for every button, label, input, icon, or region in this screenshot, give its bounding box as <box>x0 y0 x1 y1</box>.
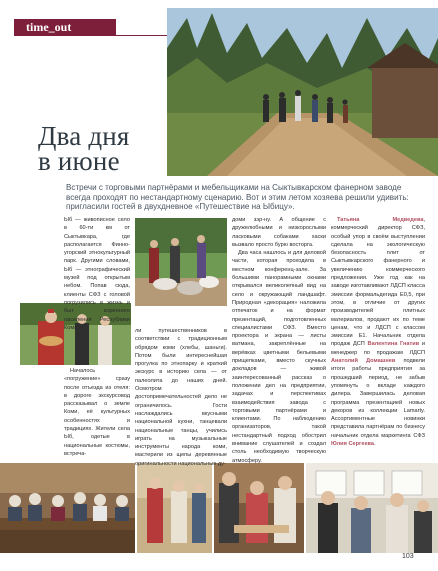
photo-dancers <box>137 463 212 553</box>
photo-boardwalk <box>167 8 438 176</box>
paragraph: Началось «погружение» сразу после отъезда из отеля: в дороге экскурсовод рассказывал о земле Коми, её культурных особенностях и традициях. Жители села Ыб, одетые в национальные костюмы, встреча- <box>64 368 130 457</box>
section-tab: time_out <box>14 19 116 36</box>
photo-crafts <box>214 463 304 553</box>
text-run: , коммерческий директор СФЗ, особый упор в своём выступлении сделала на экологическую безопасность плит от Сыктывкарского фанерного и увеличению коммерческого предложения. Уже год как на заводе изготавливают ЛДСП класса эмиссии формальдегида Е0,5, при этом, в отличие от других производителей плитных материалов, продают их по теме ценам, что и ЛДСП с классом эмиссии Е1. Начальник отдела продаж ДСП <box>331 217 425 348</box>
column-1-bottom <box>64 367 130 458</box>
column-4 <box>331 216 425 448</box>
paragraph: Ыб — живописное село в 60-ти км от Сыктывкара, где располагается Финно-угорский этнокультурный парк. Другими словами, Ыб — этнографический музей под открытым небом. Попав сюда, клиенты СФЗ с головой погрузились в жизнь и быт коренного населения Республики Коми. <box>64 217 130 331</box>
photo-presentation <box>306 463 438 553</box>
text-run: . <box>374 441 376 448</box>
headline-line1: Два дня <box>38 121 130 151</box>
headline-line2: в июне <box>38 146 120 176</box>
paragraph: доми зэр-ну. А общение с дружелюбными и низкорослыми ласковыми собаками хаски вызвало просто бурю восторга. <box>232 217 326 248</box>
headline <box>38 121 178 176</box>
paragraph: ли путешественников в соответствии с традиционным обрядом коми (хлебы, шаньги). Потом были интереснейшая прогулка по этнопарку и краткий экскурс в историю села — от палеолита до наших дней. Осмотром достопримечательностей дело не ограничилось. Гости наслаждались вкусными национальной кухни, танцевали национальные танцы, учились играть на музыкальные инструменты народа коми, мастерили из щепы деревянные оригинальности национальные ду- <box>135 328 227 467</box>
photo-husky-dogs <box>135 218 227 306</box>
paragraph <box>331 216 425 448</box>
column-1-top <box>64 216 130 332</box>
person-name: Анатолий Домашнев <box>331 358 396 365</box>
paragraph: Два часа нашлось и для деловой части, которая проходила в местном конференц-зале. За большими панорамными окнами открывался великолепный вид на село и окружающий ландшафт. Природная «декорация» наложила отпечаток и на формат презентаций, подготовленных специалистами СФЗ. Вместо проектора и экрана — листы ватмана, закреплённые на верёвках цветными бельевыми прищепками, вместо скучных докладов — живой заинтересованный рассказ о положении дел на предприятии, задачах и перспективах взаимодействия завода с торговыми партнёрами и клиентами. По наблюдению организаторов, такой нестандартный подход обострил внимание слушателей и создал столь необходимую творческую атмосферу. <box>232 250 326 464</box>
person-name: Татьяна Медведева <box>337 217 424 223</box>
lead-paragraph: Встречи с торговыми партнёрами и мебельщиками на Сыктывкарском фанерном заводе всегда проходят по нестандартному сценарию. Вот и этим летом хозяева решили удивить: пригласили гостей в двухдневное «Путешествие на Ыбицу». <box>66 183 409 212</box>
column-2 <box>135 327 227 468</box>
page-number: 103 <box>402 553 414 560</box>
column-3 <box>232 216 326 465</box>
text-run: подвели итоги работы предприятия за прошедший период, не забыв упомянуть о вкладе каждого дилера. Завершилась деловая программа презентацией новых декоров из коллекции Lamarty. Ассортиментные новинки представила партнёрам по бизнесу начальник отдела маркетинга СФЗ <box>331 358 425 439</box>
photo-dinner-table <box>0 463 135 553</box>
person-name: Валентина Гнатив <box>367 341 420 348</box>
person-name: Юлия Сергеева <box>331 441 375 448</box>
text-run: и менеджер по продажам ЛДСП <box>331 341 426 356</box>
